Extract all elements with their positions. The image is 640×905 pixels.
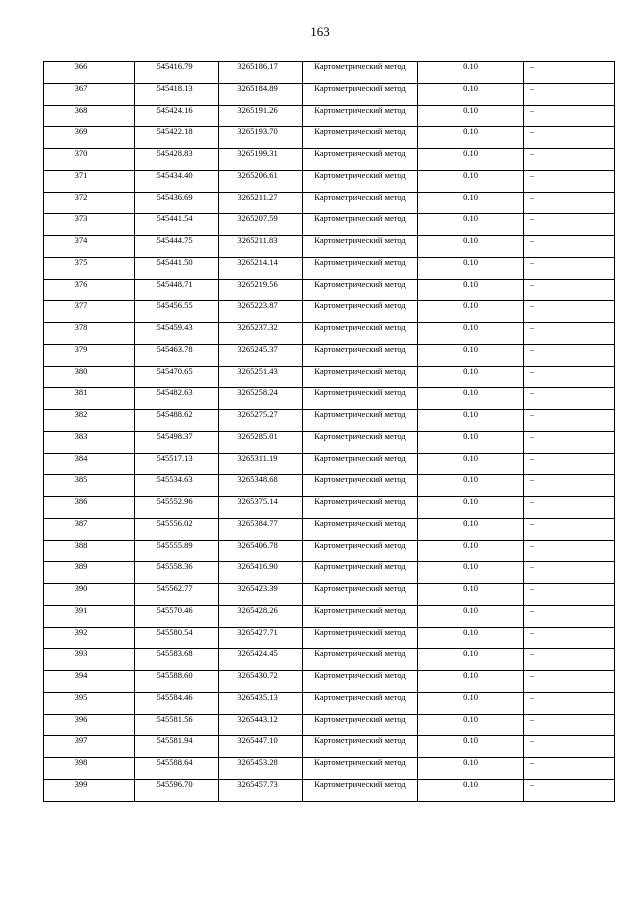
y-coordinate-cell: 3265424.45 (219, 649, 303, 671)
method-cell: Картометрический метод (303, 431, 418, 453)
method-cell: Картометрический метод (303, 475, 418, 497)
y-coordinate-cell: 3265211.27 (219, 192, 303, 214)
y-coordinate-cell: 3265384.77 (219, 518, 303, 540)
table-row (44, 497, 615, 519)
point-number-cell: 373 (44, 214, 135, 236)
method-cell: Картометрический метод (303, 540, 418, 562)
table-row (44, 83, 615, 105)
point-number-cell: 394 (44, 671, 135, 693)
y-coordinate-cell: 3265428.26 (219, 605, 303, 627)
note-cell: – (524, 214, 615, 236)
note-cell: – (524, 301, 615, 323)
x-coordinate-cell: 545570.46 (135, 605, 219, 627)
table-row (44, 344, 615, 366)
point-number-cell: 398 (44, 758, 135, 780)
y-coordinate-cell: 3265406.78 (219, 540, 303, 562)
error-cell: 0.10 (418, 431, 524, 453)
error-cell: 0.10 (418, 453, 524, 475)
method-cell: Картометрический метод (303, 562, 418, 584)
point-number-cell: 367 (44, 83, 135, 105)
point-number-cell: 374 (44, 236, 135, 258)
method-cell: Картометрический метод (303, 758, 418, 780)
note-cell: – (524, 170, 615, 192)
x-coordinate-cell: 545588.64 (135, 758, 219, 780)
y-coordinate-cell: 3265423.39 (219, 584, 303, 606)
method-cell: Картометрический метод (303, 453, 418, 475)
y-coordinate-cell: 3265375.14 (219, 497, 303, 519)
x-coordinate-cell: 545562.77 (135, 584, 219, 606)
table-row (44, 149, 615, 171)
point-number-cell: 369 (44, 127, 135, 149)
method-cell: Картометрический метод (303, 388, 418, 410)
point-number-cell: 388 (44, 540, 135, 562)
error-cell: 0.10 (418, 388, 524, 410)
table-row (44, 627, 615, 649)
note-cell: – (524, 758, 615, 780)
x-coordinate-cell: 545552.96 (135, 497, 219, 519)
error-cell: 0.10 (418, 758, 524, 780)
x-coordinate-cell: 545424.16 (135, 105, 219, 127)
error-cell: 0.10 (418, 105, 524, 127)
x-coordinate-cell: 545441.50 (135, 257, 219, 279)
note-cell: – (524, 779, 615, 801)
note-cell: – (524, 649, 615, 671)
point-number-cell: 397 (44, 736, 135, 758)
x-coordinate-cell: 545580.54 (135, 627, 219, 649)
error-cell: 0.10 (418, 83, 524, 105)
point-number-cell: 399 (44, 779, 135, 801)
method-cell: Картометрический метод (303, 671, 418, 693)
y-coordinate-cell: 3265285.01 (219, 431, 303, 453)
note-cell: – (524, 279, 615, 301)
table-row (44, 453, 615, 475)
error-cell: 0.10 (418, 649, 524, 671)
point-number-cell: 376 (44, 279, 135, 301)
error-cell: 0.10 (418, 323, 524, 345)
y-coordinate-cell: 3265211.83 (219, 236, 303, 258)
y-coordinate-cell: 3265237.32 (219, 323, 303, 345)
point-number-cell: 396 (44, 714, 135, 736)
x-coordinate-cell: 545581.94 (135, 736, 219, 758)
point-number-cell: 391 (44, 605, 135, 627)
error-cell: 0.10 (418, 214, 524, 236)
error-cell: 0.10 (418, 540, 524, 562)
table-row (44, 214, 615, 236)
table-row (44, 758, 615, 780)
table-row (44, 779, 615, 801)
method-cell: Картометрический метод (303, 344, 418, 366)
point-number-cell: 378 (44, 323, 135, 345)
error-cell: 0.10 (418, 562, 524, 584)
y-coordinate-cell: 3265275.27 (219, 410, 303, 432)
point-number-cell: 385 (44, 475, 135, 497)
table-row (44, 714, 615, 736)
method-cell: Картометрический метод (303, 105, 418, 127)
x-coordinate-cell: 545583.68 (135, 649, 219, 671)
point-number-cell: 389 (44, 562, 135, 584)
error-cell: 0.10 (418, 736, 524, 758)
point-number-cell: 377 (44, 301, 135, 323)
note-cell: – (524, 431, 615, 453)
method-cell: Картометрический метод (303, 62, 418, 84)
note-cell: – (524, 736, 615, 758)
x-coordinate-cell: 545556.02 (135, 518, 219, 540)
x-coordinate-cell: 545418.13 (135, 83, 219, 105)
table-row (44, 605, 615, 627)
y-coordinate-cell: 3265311.19 (219, 453, 303, 475)
point-number-cell: 393 (44, 649, 135, 671)
x-coordinate-cell: 545456.55 (135, 301, 219, 323)
point-number-cell: 379 (44, 344, 135, 366)
y-coordinate-cell: 3265430.72 (219, 671, 303, 693)
point-number-cell: 383 (44, 431, 135, 453)
point-number-cell: 392 (44, 627, 135, 649)
note-cell: – (524, 83, 615, 105)
note-cell: – (524, 584, 615, 606)
error-cell: 0.10 (418, 170, 524, 192)
method-cell: Картометрический метод (303, 83, 418, 105)
point-number-cell: 380 (44, 366, 135, 388)
x-coordinate-cell: 545596.70 (135, 779, 219, 801)
method-cell: Картометрический метод (303, 605, 418, 627)
y-coordinate-cell: 3265435.13 (219, 692, 303, 714)
method-cell: Картометрический метод (303, 627, 418, 649)
method-cell: Картометрический метод (303, 323, 418, 345)
method-cell: Картометрический метод (303, 214, 418, 236)
table-row (44, 105, 615, 127)
table-row (44, 540, 615, 562)
x-coordinate-cell: 545436.69 (135, 192, 219, 214)
method-cell: Картометрический метод (303, 584, 418, 606)
note-cell: – (524, 257, 615, 279)
x-coordinate-cell: 545428.83 (135, 149, 219, 171)
x-coordinate-cell: 545459.43 (135, 323, 219, 345)
x-coordinate-cell: 545463.78 (135, 344, 219, 366)
y-coordinate-cell: 3265184.89 (219, 83, 303, 105)
note-cell: – (524, 105, 615, 127)
table-row (44, 62, 615, 84)
point-number-cell: 372 (44, 192, 135, 214)
error-cell: 0.10 (418, 149, 524, 171)
table-row (44, 279, 615, 301)
error-cell: 0.10 (418, 518, 524, 540)
table-row (44, 431, 615, 453)
method-cell: Картометрический метод (303, 149, 418, 171)
error-cell: 0.10 (418, 192, 524, 214)
y-coordinate-cell: 3265214.14 (219, 257, 303, 279)
x-coordinate-cell: 545584.46 (135, 692, 219, 714)
method-cell: Картометрический метод (303, 736, 418, 758)
error-cell: 0.10 (418, 714, 524, 736)
error-cell: 0.10 (418, 475, 524, 497)
y-coordinate-cell: 3265223.87 (219, 301, 303, 323)
note-cell: – (524, 388, 615, 410)
method-cell: Картометрический метод (303, 518, 418, 540)
table-row (44, 323, 615, 345)
table-row (44, 584, 615, 606)
table-row (44, 192, 615, 214)
method-cell: Картометрический метод (303, 170, 418, 192)
y-coordinate-cell: 3265348.68 (219, 475, 303, 497)
y-coordinate-cell: 3265427.71 (219, 627, 303, 649)
method-cell: Картометрический метод (303, 649, 418, 671)
method-cell: Картометрический метод (303, 714, 418, 736)
method-cell: Картометрический метод (303, 257, 418, 279)
coordinates-table (43, 61, 615, 802)
y-coordinate-cell: 3265447.10 (219, 736, 303, 758)
y-coordinate-cell: 3265193.70 (219, 127, 303, 149)
y-coordinate-cell: 3265443.12 (219, 714, 303, 736)
x-coordinate-cell: 545558.36 (135, 562, 219, 584)
point-number-cell: 395 (44, 692, 135, 714)
point-number-cell: 382 (44, 410, 135, 432)
error-cell: 0.10 (418, 257, 524, 279)
y-coordinate-cell: 3265251.43 (219, 366, 303, 388)
point-number-cell: 386 (44, 497, 135, 519)
note-cell: – (524, 149, 615, 171)
table-row (44, 366, 615, 388)
error-cell: 0.10 (418, 410, 524, 432)
x-coordinate-cell: 545517.13 (135, 453, 219, 475)
note-cell: – (524, 236, 615, 258)
note-cell: – (524, 714, 615, 736)
y-coordinate-cell: 3265186.17 (219, 62, 303, 84)
point-number-cell: 381 (44, 388, 135, 410)
table-row (44, 236, 615, 258)
error-cell: 0.10 (418, 497, 524, 519)
y-coordinate-cell: 3265416.90 (219, 562, 303, 584)
x-coordinate-cell: 545470.65 (135, 366, 219, 388)
table-row (44, 518, 615, 540)
error-cell: 0.10 (418, 671, 524, 693)
note-cell: – (524, 192, 615, 214)
table-row (44, 649, 615, 671)
method-cell: Картометрический метод (303, 779, 418, 801)
note-cell: – (524, 692, 615, 714)
x-coordinate-cell: 545588.60 (135, 671, 219, 693)
method-cell: Картометрический метод (303, 497, 418, 519)
note-cell: – (524, 323, 615, 345)
point-number-cell: 371 (44, 170, 135, 192)
error-cell: 0.10 (418, 344, 524, 366)
x-coordinate-cell: 545482.63 (135, 388, 219, 410)
x-coordinate-cell: 545441.54 (135, 214, 219, 236)
point-number-cell: 368 (44, 105, 135, 127)
y-coordinate-cell: 3265207.59 (219, 214, 303, 236)
note-cell: – (524, 518, 615, 540)
table-row (44, 410, 615, 432)
error-cell: 0.10 (418, 779, 524, 801)
x-coordinate-cell: 545434.40 (135, 170, 219, 192)
x-coordinate-cell: 545416.79 (135, 62, 219, 84)
point-number-cell: 384 (44, 453, 135, 475)
y-coordinate-cell: 3265191.26 (219, 105, 303, 127)
table-row (44, 301, 615, 323)
note-cell: – (524, 627, 615, 649)
point-number-cell: 390 (44, 584, 135, 606)
error-cell: 0.10 (418, 627, 524, 649)
point-number-cell: 375 (44, 257, 135, 279)
error-cell: 0.10 (418, 127, 524, 149)
table-row (44, 475, 615, 497)
table-body (44, 62, 615, 802)
method-cell: Картометрический метод (303, 192, 418, 214)
table-row (44, 671, 615, 693)
method-cell: Картометрический метод (303, 236, 418, 258)
x-coordinate-cell: 545555.89 (135, 540, 219, 562)
error-cell: 0.10 (418, 584, 524, 606)
note-cell: – (524, 562, 615, 584)
note-cell: – (524, 366, 615, 388)
table-row (44, 692, 615, 714)
table-row (44, 562, 615, 584)
method-cell: Картометрический метод (303, 301, 418, 323)
note-cell: – (524, 344, 615, 366)
y-coordinate-cell: 3265206.61 (219, 170, 303, 192)
method-cell: Картометрический метод (303, 127, 418, 149)
error-cell: 0.10 (418, 605, 524, 627)
y-coordinate-cell: 3265219.56 (219, 279, 303, 301)
x-coordinate-cell: 545534.63 (135, 475, 219, 497)
y-coordinate-cell: 3265453.28 (219, 758, 303, 780)
error-cell: 0.10 (418, 236, 524, 258)
note-cell: – (524, 475, 615, 497)
y-coordinate-cell: 3265457.73 (219, 779, 303, 801)
x-coordinate-cell: 545448.71 (135, 279, 219, 301)
point-number-cell: 366 (44, 62, 135, 84)
y-coordinate-cell: 3265245.37 (219, 344, 303, 366)
note-cell: – (524, 497, 615, 519)
note-cell: – (524, 453, 615, 475)
error-cell: 0.10 (418, 366, 524, 388)
y-coordinate-cell: 3265199.31 (219, 149, 303, 171)
error-cell: 0.10 (418, 62, 524, 84)
table-row (44, 170, 615, 192)
note-cell: – (524, 671, 615, 693)
error-cell: 0.10 (418, 301, 524, 323)
note-cell: – (524, 410, 615, 432)
y-coordinate-cell: 3265258.24 (219, 388, 303, 410)
note-cell: – (524, 540, 615, 562)
note-cell: – (524, 127, 615, 149)
point-number-cell: 370 (44, 149, 135, 171)
table-row (44, 127, 615, 149)
page-number: 163 (310, 24, 330, 39)
point-number-cell: 387 (44, 518, 135, 540)
x-coordinate-cell: 545422.18 (135, 127, 219, 149)
method-cell: Картометрический метод (303, 366, 418, 388)
error-cell: 0.10 (418, 692, 524, 714)
x-coordinate-cell: 545498.37 (135, 431, 219, 453)
table-row (44, 388, 615, 410)
x-coordinate-cell: 545444.75 (135, 236, 219, 258)
method-cell: Картометрический метод (303, 692, 418, 714)
error-cell: 0.10 (418, 279, 524, 301)
table-row (44, 736, 615, 758)
x-coordinate-cell: 545581.56 (135, 714, 219, 736)
note-cell: – (524, 605, 615, 627)
method-cell: Картометрический метод (303, 279, 418, 301)
note-cell: – (524, 62, 615, 84)
method-cell: Картометрический метод (303, 410, 418, 432)
table-row (44, 257, 615, 279)
x-coordinate-cell: 545488.62 (135, 410, 219, 432)
